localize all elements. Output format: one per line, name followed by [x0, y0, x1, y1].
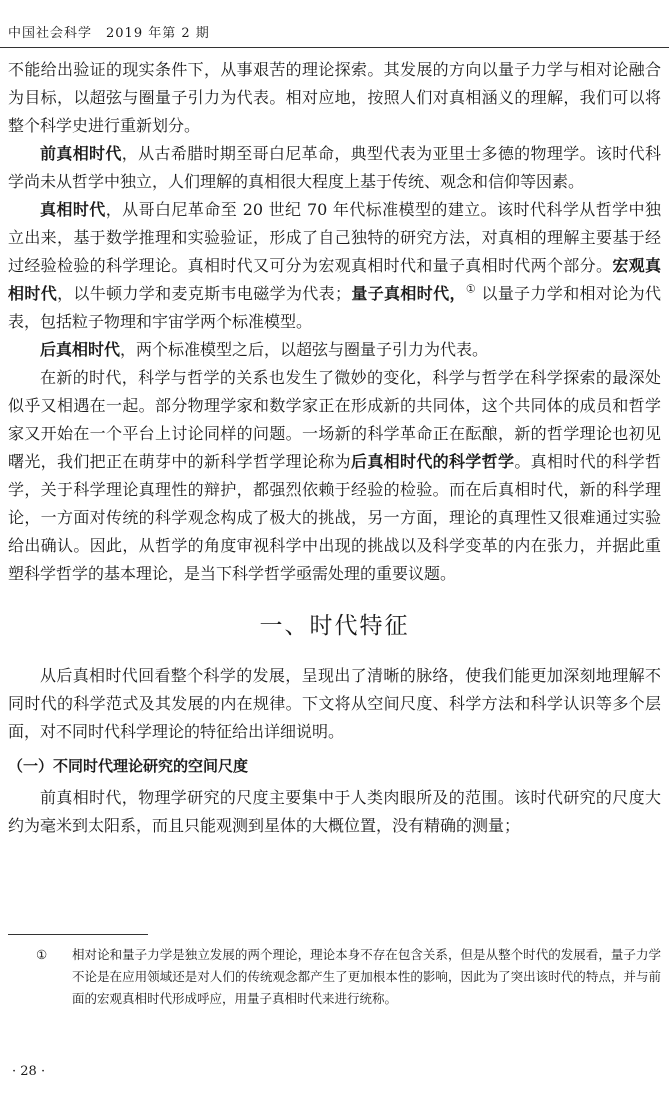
paragraph-5 [8, 364, 661, 588]
term-post-truth-philosophy: 后真相时代的科学哲学 [350, 452, 515, 471]
main-text [8, 56, 661, 840]
paragraph-2-text: ，从古希腊时期至哥白尼革命，典型代表为亚里士多德的物理学。该时代科学尚未从哲学中独立，人们理解的真相很大程度上基于传统、观念和信仰等因素。 [8, 144, 661, 191]
subsection-title: （一）不同时代理论研究的空间尺度 [8, 757, 249, 775]
footnote [8, 944, 661, 1010]
paragraph-3 [8, 196, 661, 336]
term-quantum-truth-era: 量子真相时代 [351, 284, 450, 303]
page-number: · 28 · [12, 1064, 46, 1079]
term-macro-truth-era: 宏观真相时代 [8, 256, 661, 303]
paragraph-7: 前真相时代，物理学研究的尺度主要集中于人类肉眼所及的范围。该时代研究的尺度大约为毫米到太阳系，而且只能观测到星体的大概位置，没有精确的测量； [8, 788, 661, 835]
paragraph-6: 从后真相时代回看整个科学的发展，呈现出了清晰的脉络，使我们能更加深刻地理解不同时代的科学范式及其发展的内在规律。下文将从空间尺度、科学方法和科学认识等多个层面，对不同时代科学理论的特征给出详细说明。 [8, 666, 661, 741]
running-header: 中国社会科学 2019 年第 2 期 [8, 26, 210, 41]
footnote-text: 相对论和量子力学是独立发展的两个理论，理论本身不存在包含关系，但是从整个时代的发展看，量子力学不论是在应用领域还是对人们的传统观念都产生了更加根本性的影响，因此为了突出该时代的特点，并与前面的宏观真相时代形成呼应，用量子真相时代来进行统称。 [72, 947, 661, 1006]
footnote-reference[interactable]: ① [465, 282, 477, 296]
paragraph-2 [8, 140, 661, 196]
paragraph-1: 不能给出验证的现实条件下，从事艰苦的理论探索。其发展的方向以量子力学与相对论融合为目标，以超弦与圈量子引力为代表。相对应地，按照人们对真相涵义的理解，我们可以将整个科学史进行重新划分。 [8, 60, 661, 135]
paragraph-3-text-2: ，以牛顿力学和麦克斯韦电磁学为代表； [57, 284, 351, 303]
term-post-truth-era: 后真相时代 [40, 340, 121, 359]
paragraph-4-text: ，两个标准模型之后，以超弦与圈量子引力为代表。 [120, 340, 489, 359]
footnote-mark: ① [36, 947, 48, 962]
paragraph-4 [8, 336, 661, 364]
paragraph-3-text-4: 以量子力学和相对论为代表，包括粒子物理和宇宙学两个标准模型。 [8, 284, 661, 331]
header-rule [0, 47, 669, 48]
paragraph-3-text-1: ，从哥白尼革命至 20 世纪 70 年代标准模型的建立。该时代科学从哲学中独立出来，基于数学推理和实验验证，形成了自己独特的研究方法，对真相的理解主要基于经过经验检验的科学理论。真相时代又可分为宏观真相时代和量子真相时代两个部分。 [8, 200, 661, 275]
term-pre-truth-era: 前真相时代 [40, 144, 122, 163]
paragraph-3-text-3: ， [449, 284, 466, 303]
footnote-rule [8, 934, 148, 935]
section-title: 一、时代特征 [259, 613, 410, 639]
paragraph-5-text-2: 。真相时代的科学哲学，关于科学理论真理性的辩护，都强烈依赖于经验的检验。而在后真相时代，新的科学理论，一方面对传统的科学观念构成了极大的挑战，另一方面，理论的真理性又很难通过实验给出确认。因此，从哲学的角度审视科学中出现的挑战以及科学变革的内在张力，并据此重塑科学哲学的基本理论，是当下科学哲学亟需处理的重要议题。 [8, 452, 661, 583]
term-truth-era: 真相时代 [40, 200, 106, 219]
paragraph-5-text-1: 在新的时代，科学与哲学的关系也发生了微妙的变化，科学与哲学在科学探索的最深处似乎又相遇在一起。部分物理学家和数学家正在形成新的共同体，这个共同体的成员和哲学家又开始在一个平台上讨论同样的问题。一场新的科学革命正在酝酿，新的哲学理论也初见曙光，我们把正在萌芽中的新科学哲学理论称为 [8, 368, 661, 471]
